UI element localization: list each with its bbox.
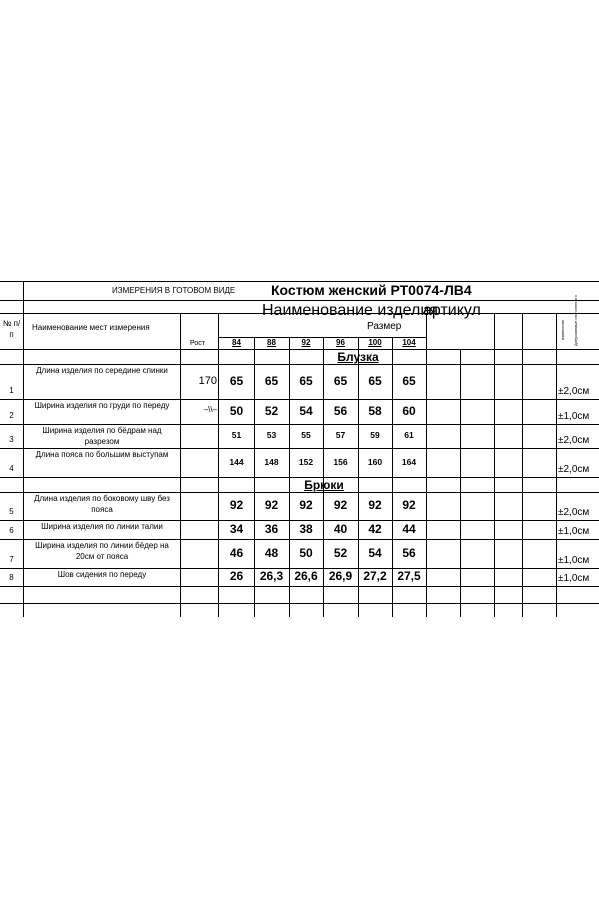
height-value: –\\– <box>203 404 217 414</box>
size-value-cell: 27,5 <box>397 569 421 583</box>
rule <box>426 313 427 617</box>
measurement-name: Длина изделия по боковому шву без пояса <box>34 494 170 514</box>
size-value-cell: 92 <box>402 498 416 512</box>
size-value-cell: 60 <box>402 403 416 418</box>
size-value-cell: 26,3 <box>259 569 284 583</box>
size-value-cell: 52 <box>333 545 348 560</box>
size-value-cell: 65 <box>402 373 416 388</box>
height-value: 170 <box>198 374 217 387</box>
size-value-cell: 40 <box>333 521 348 536</box>
row-number: 5 <box>9 507 14 516</box>
size-value-cell: 56 <box>402 545 416 560</box>
size-value-cell: 92 <box>333 498 348 512</box>
size-value-cell: 53 <box>266 430 277 440</box>
size-value-cell: 61 <box>404 430 414 440</box>
size-value-cell: 50 <box>229 403 244 418</box>
tolerance-value: ±1,0см <box>558 573 590 584</box>
size-value-cell: 65 <box>264 373 279 388</box>
size-value-cell: 92 <box>229 498 244 512</box>
rule <box>556 313 557 617</box>
size-header-3: 96 <box>336 338 345 347</box>
measurement-name: Ширина изделия по линии бёдер на 20см от пояса <box>35 541 169 561</box>
row-number: 8 <box>9 573 14 582</box>
column-num-header: № п/п <box>2 319 21 339</box>
tolerance-value: ±2,0см <box>558 464 590 475</box>
tolerance-vertical-label: Допускаемые отклонения ± <box>573 294 578 346</box>
rule <box>0 477 599 478</box>
row-number: 4 <box>9 464 14 473</box>
rule <box>0 603 599 604</box>
measurement-name: Ширина изделия по груди по переду <box>34 401 170 410</box>
row-number: 7 <box>9 555 14 564</box>
size-value-cell: 36 <box>264 521 279 536</box>
size-value-cell: 160 <box>367 456 383 467</box>
name-sublabel: Наименование изделия <box>262 302 438 319</box>
size-value-cell: 26,6 <box>294 569 318 583</box>
size-header-1: 88 <box>267 338 276 347</box>
size-value-cell: 52 <box>264 403 279 418</box>
size-value-cell: 65 <box>368 373 382 388</box>
measurement-name: Ширина изделия по бёдрам над разрезом <box>42 426 162 446</box>
rule <box>0 300 599 301</box>
rule <box>0 539 599 540</box>
size-title: Размер <box>367 321 402 332</box>
rule <box>0 586 599 587</box>
rule <box>218 337 426 338</box>
size-value-cell: 59 <box>370 430 380 440</box>
size-value-cell: 26 <box>229 569 244 583</box>
size-header-4: 100 <box>368 338 382 347</box>
size-value-cell: 152 <box>298 456 314 467</box>
size-value-cell: 92 <box>264 498 279 512</box>
size-value-cell: 148 <box>264 456 279 467</box>
row-number: 1 <box>9 386 14 395</box>
size-value-cell: 55 <box>301 430 311 440</box>
rule <box>0 424 599 425</box>
rule <box>180 313 181 617</box>
rule <box>0 399 599 400</box>
size-value-cell: 27,2 <box>363 569 387 583</box>
tolerance-value: ±1,0см <box>558 411 590 422</box>
size-value-cell: 65 <box>333 373 348 388</box>
size-value-cell: 56 <box>333 403 348 418</box>
rule <box>0 520 599 521</box>
size-value-cell: 156 <box>333 456 348 467</box>
rule <box>522 313 523 617</box>
rule <box>0 349 599 350</box>
size-value-cell: 46 <box>229 545 244 560</box>
rule <box>23 281 24 617</box>
row-number: 2 <box>9 411 14 420</box>
size-value-cell: 54 <box>368 545 382 560</box>
tolerance-value: ±1,0см <box>558 555 590 566</box>
size-value-cell: 50 <box>299 545 313 560</box>
measurement-name: Ширина изделия по линии талии <box>41 522 163 531</box>
row-number: 6 <box>9 526 14 535</box>
size-header-5: 104 <box>402 338 416 347</box>
size-value-cell: 92 <box>368 498 382 512</box>
measurement-name: Длина пояса по большим выступам <box>35 450 169 459</box>
tolerance-value: ±2,0см <box>558 386 590 397</box>
column-height-header: Рост <box>190 340 205 347</box>
rule <box>494 313 495 617</box>
size-header-2: 92 <box>301 338 311 347</box>
size-value-cell: 34 <box>229 521 244 536</box>
tolerance-value: ±2,0см <box>558 435 590 446</box>
rule <box>0 492 599 493</box>
tolerance-value: ±1,0см <box>558 526 590 537</box>
article-sublabel: артикул <box>423 302 481 319</box>
size-value-cell: 164 <box>401 456 417 467</box>
size-value-cell: 54 <box>299 403 313 418</box>
rule <box>0 448 599 449</box>
section-blouse: Блузка <box>337 350 379 364</box>
tolerance-vertical-label-2: изменение <box>560 319 565 340</box>
column-name-header: Наименование мест измерения <box>32 323 150 332</box>
size-value-cell: 48 <box>264 545 279 560</box>
document-title: Костюм женский РТ0074-ЛВ4 <box>271 282 472 298</box>
size-value-cell: 144 <box>229 456 244 467</box>
size-header-0: 84 <box>232 338 241 347</box>
tolerance-value: ±2,0см <box>558 507 590 518</box>
size-value-cell: 51 <box>231 430 242 440</box>
size-value-cell: 44 <box>402 521 416 536</box>
rule <box>0 364 599 365</box>
size-value-cell: 65 <box>229 373 244 388</box>
size-value-cell: 26,9 <box>328 569 353 583</box>
section-pants: Брюки <box>304 478 344 492</box>
size-value-cell: 58 <box>368 403 382 418</box>
row-number: 3 <box>9 435 14 444</box>
size-value-cell: 42 <box>368 521 382 536</box>
size-value-cell: 57 <box>335 430 346 440</box>
size-value-cell: 38 <box>299 521 313 536</box>
measure-label: ИЗМЕРЕНИЯ В ГОТОВОМ ВИДЕ <box>112 286 236 295</box>
measurement-name: Длина изделия по середине спинки <box>36 366 168 375</box>
size-value-cell: 92 <box>299 498 313 512</box>
rule <box>460 349 461 617</box>
measurement-name: Шов сидения по переду <box>57 570 147 579</box>
size-value-cell: 65 <box>299 373 313 388</box>
